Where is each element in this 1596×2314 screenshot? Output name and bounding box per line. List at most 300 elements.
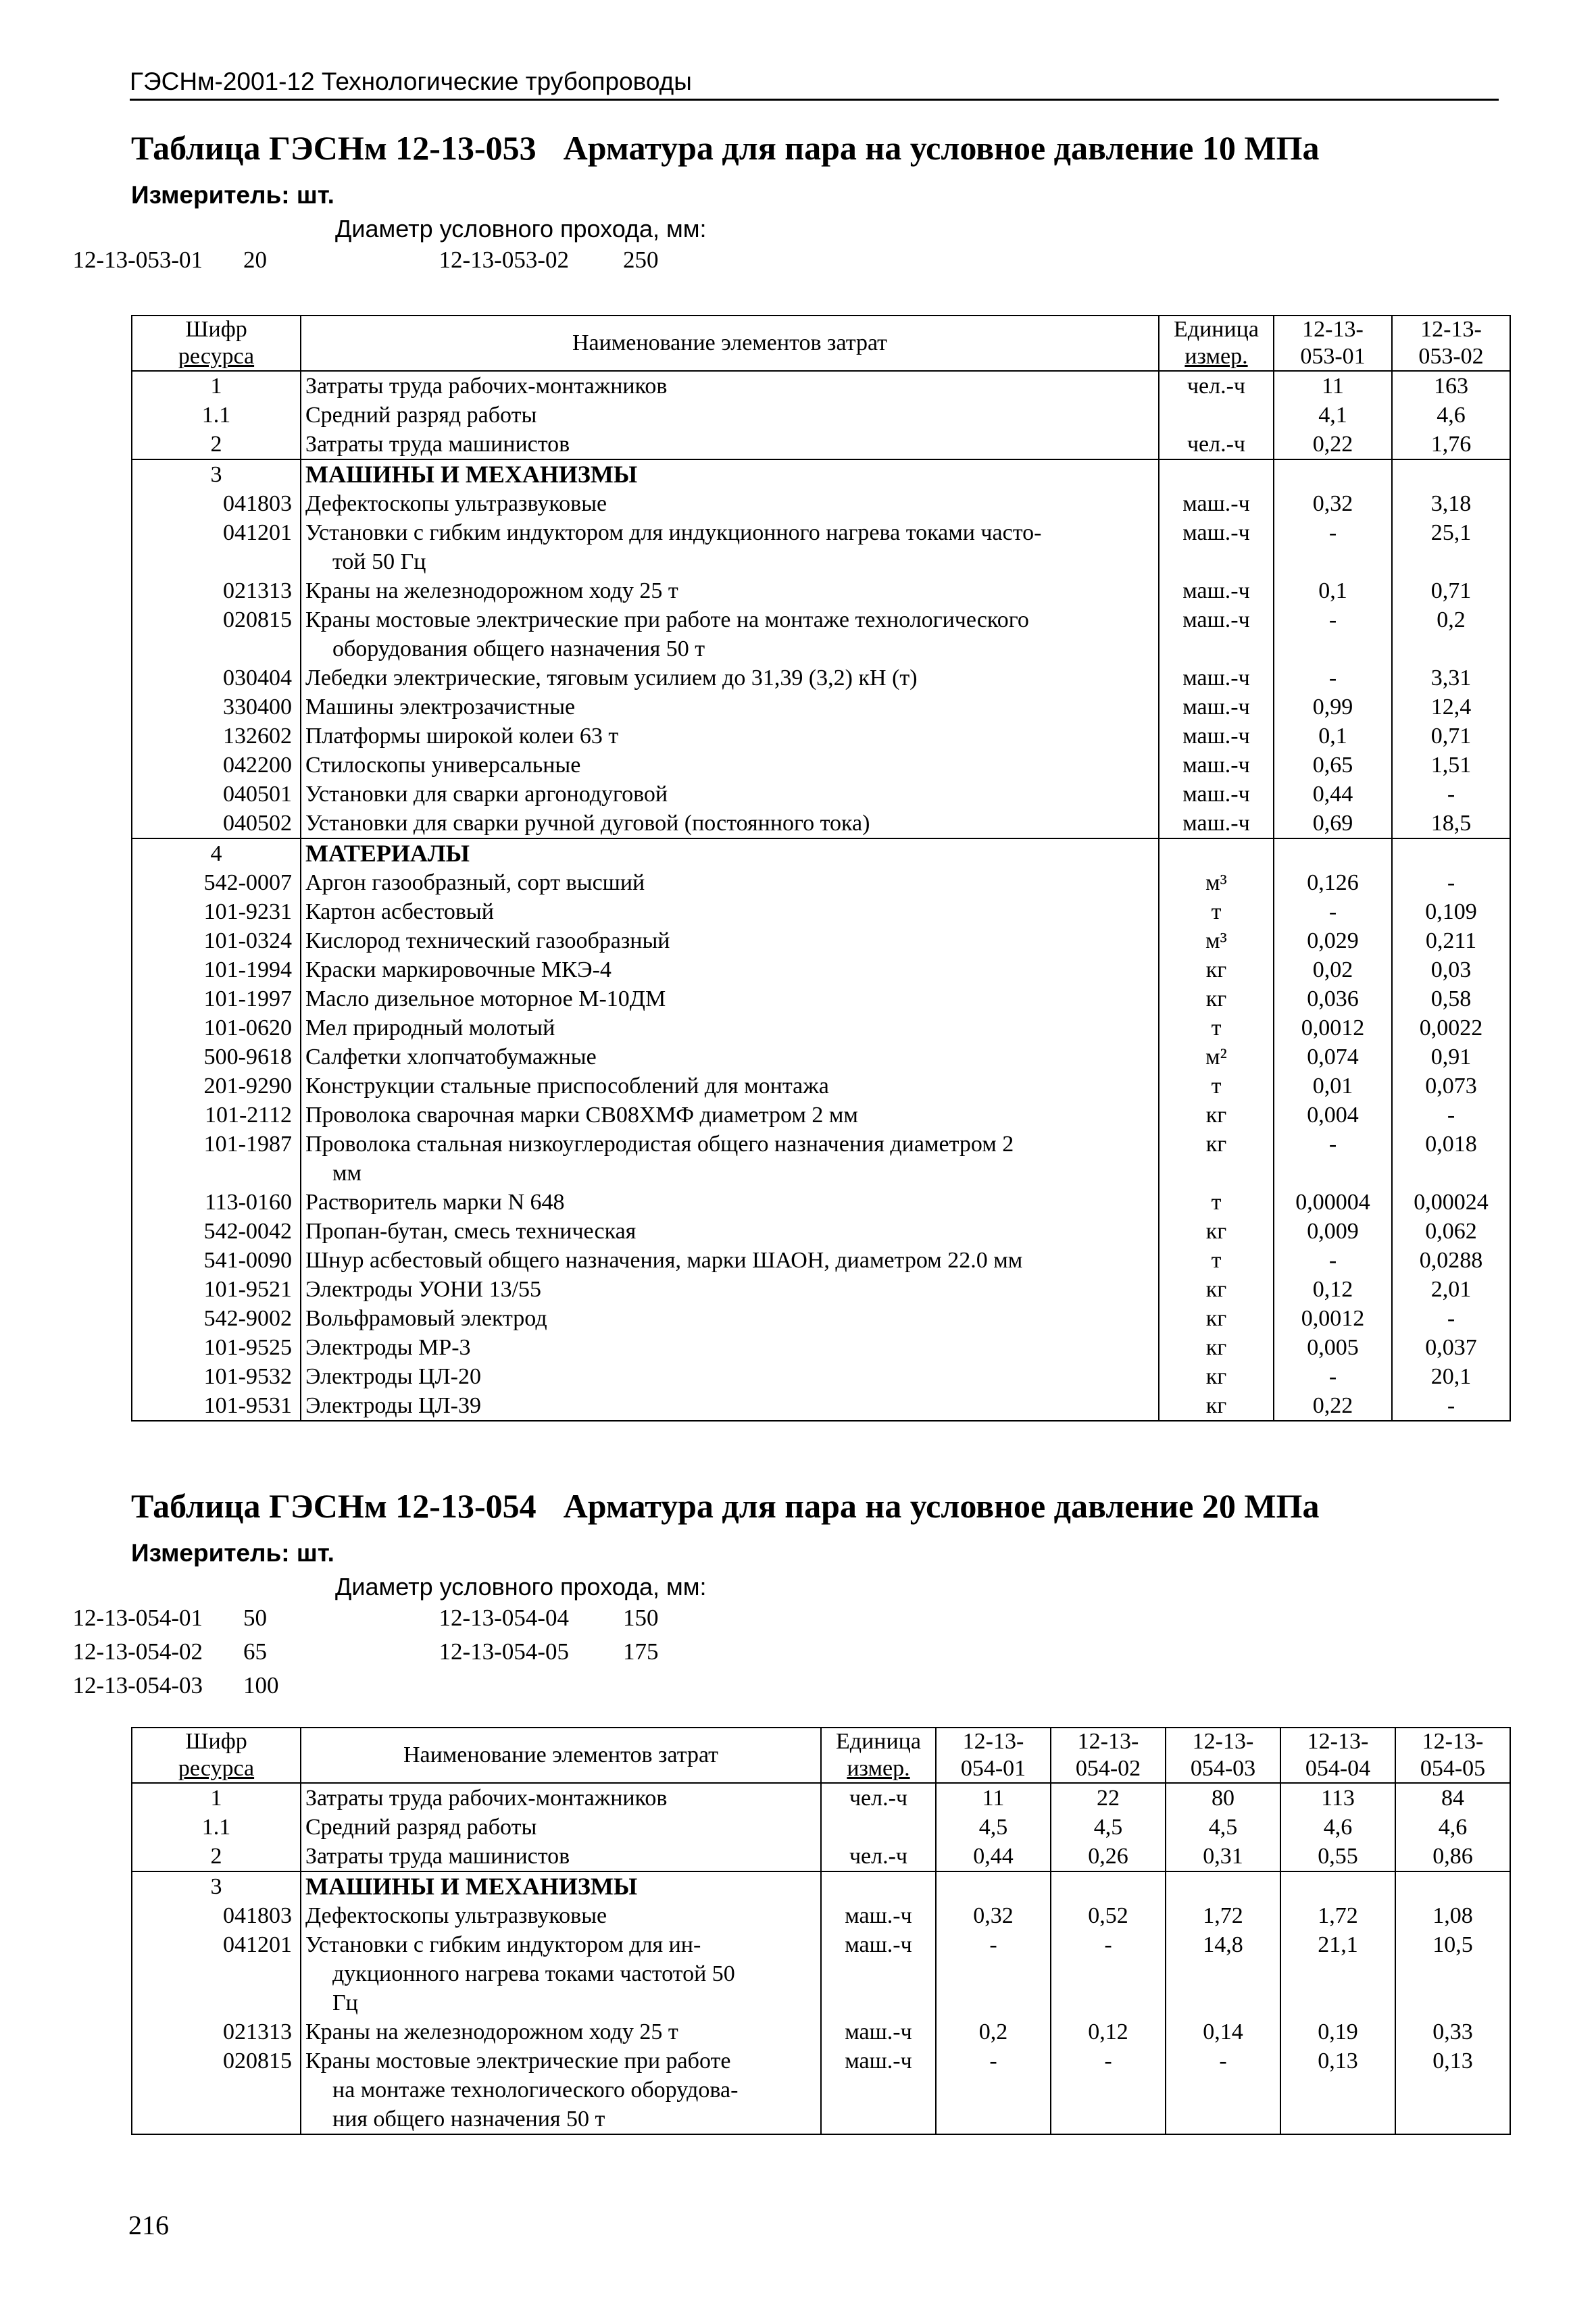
norm-value: 0,44 [936, 1842, 1051, 1871]
header-col-line: 12-13- [1422, 1729, 1484, 1754]
norm-value: 80 [1166, 1783, 1280, 1813]
norm-value: 10,5 [1395, 1930, 1510, 2017]
unit: маш.-ч [1159, 576, 1274, 605]
table-row [132, 1072, 1510, 1101]
norm-value [1395, 1871, 1510, 1901]
table-row [132, 605, 1510, 663]
norm-value [1274, 838, 1392, 868]
cost-element-name-line: Затраты труда рабочих-монтажников [305, 374, 668, 399]
header-col [1051, 1728, 1166, 1783]
header-col-line: 12-13- [1192, 1729, 1254, 1754]
table2-measure: Измеритель: шт. [131, 1539, 334, 1567]
cost-element-name-line: Затраты труда машинистов [305, 1844, 570, 1869]
cost-element-name [301, 751, 1159, 780]
norm-value: 0,0012 [1274, 1304, 1392, 1333]
code-row [0, 243, 659, 277]
norm-value: 113 [1280, 1783, 1395, 1813]
header-code-line: ресурса [178, 344, 255, 369]
header-col-line: 053-02 [1418, 344, 1484, 369]
table2 [131, 1727, 1511, 2135]
cost-element-name [301, 1783, 821, 1813]
norm-value: - [1274, 663, 1392, 693]
cost-element-name [301, 1813, 821, 1842]
table-row [132, 868, 1510, 897]
norm-value: - [1392, 1391, 1510, 1421]
norm-value: 0,0288 [1392, 1246, 1510, 1275]
table-row [132, 838, 1510, 868]
cost-element-name-line: Дефектоскопы ультразвуковые [305, 1903, 607, 1928]
norm-value: - [1051, 2046, 1166, 2134]
unit: кг [1159, 1275, 1274, 1304]
norm-value: 22 [1051, 1783, 1166, 1813]
norm-value: 0,32 [1274, 489, 1392, 518]
cost-element-name-line: Электроды МР-3 [305, 1335, 471, 1360]
cost-element-name [301, 780, 1159, 809]
cost-element-name-line: Пропан-бутан, смесь техническая [305, 1219, 637, 1244]
unit: т [1159, 1188, 1274, 1217]
resource-code: 101-1987 [132, 1130, 301, 1188]
norm-value: 3,31 [1392, 663, 1510, 693]
cost-element-name-line: Шнур асбестовый общего назначения, марки ШАОН, диаметром 22.0 мм [305, 1248, 1023, 1273]
variant-diameter: 150 [623, 1605, 659, 1631]
norm-value: 4,5 [1166, 1813, 1280, 1842]
resource-code: 132602 [132, 722, 301, 751]
table2-title-text: Арматура для пара на условное давление 20 МПа [563, 1487, 1320, 1525]
cost-element-name-line: Электроды ЦЛ-39 [305, 1393, 481, 1418]
cost-element-name-line: Салфетки хлопчатобумажные [305, 1045, 597, 1070]
resource-code: 3 [132, 1871, 301, 1901]
norm-value [936, 1871, 1051, 1901]
header-row [132, 316, 1510, 371]
resource-code: 101-9525 [132, 1333, 301, 1362]
resource-code: 542-0042 [132, 1217, 301, 1246]
page-number: 216 [128, 2210, 169, 2240]
unit [821, 1813, 936, 1842]
norm-value: 0,86 [1395, 1842, 1510, 1871]
header-col [1395, 1728, 1510, 1783]
cost-element-name-line: дукционного нагрева токами частотой 50 [332, 1961, 735, 1986]
header-col [1166, 1728, 1280, 1783]
cost-element-name [301, 518, 1159, 576]
cost-element-name [301, 1842, 821, 1871]
cost-element-name [301, 722, 1159, 751]
unit: маш.-ч [1159, 605, 1274, 663]
table-row [132, 1362, 1510, 1391]
unit: м³ [1159, 868, 1274, 897]
table-row [132, 984, 1510, 1013]
variant-diameter: 50 [243, 1605, 267, 1631]
table1-title-code: Таблица ГЭСНм 12-13-053 [131, 129, 537, 167]
unit [1159, 459, 1274, 489]
norm-value [1166, 1871, 1280, 1901]
cost-element-name-line: Средний разряд работы [305, 403, 537, 428]
table-row [132, 663, 1510, 693]
norm-value: 4,1 [1274, 401, 1392, 430]
variant-code: 12-13-054-04 [439, 1605, 569, 1631]
cost-element-name-line: Установки для сварки ручной дуговой (постоянного тока) [305, 811, 870, 836]
norm-value: 12,4 [1392, 693, 1510, 722]
norm-value: 0,33 [1395, 2017, 1510, 2046]
unit: маш.-ч [821, 2017, 936, 2046]
resource-code: 101-0620 [132, 1013, 301, 1042]
norm-value: 0,13 [1395, 2046, 1510, 2134]
unit: маш.-ч [1159, 663, 1274, 693]
unit: маш.-ч [1159, 489, 1274, 518]
cost-element-name [301, 430, 1159, 459]
table-row [132, 1101, 1510, 1130]
code-row [0, 1635, 659, 1669]
table-row [132, 1901, 1510, 1930]
norm-value: - [1166, 2046, 1280, 2134]
header-unit-line: измер. [847, 1756, 910, 1781]
unit: чел.-ч [1159, 371, 1274, 401]
table-row [132, 1042, 1510, 1072]
unit [1159, 838, 1274, 868]
unit: маш.-ч [1159, 693, 1274, 722]
cost-element-name [301, 1901, 821, 1930]
resource-code: 101-9532 [132, 1362, 301, 1391]
resource-code: 2 [132, 1842, 301, 1871]
norm-value: 0,00004 [1274, 1188, 1392, 1217]
code-row [0, 1601, 659, 1635]
table-row [132, 1304, 1510, 1333]
unit: маш.-ч [1159, 518, 1274, 576]
variant-code: 12-13-054-05 [439, 1638, 569, 1665]
norm-value: 14,8 [1166, 1930, 1280, 2017]
unit: кг [1159, 1362, 1274, 1391]
cost-element-name-line: Установки для сварки аргонодуговой [305, 782, 668, 807]
header-code-line: Шифр [185, 1729, 247, 1754]
cost-element-name-line: Лебедки электрические, тяговым усилием до 31,39 (3,2) кН (т) [305, 665, 918, 690]
header-col-line: 054-03 [1190, 1756, 1256, 1781]
cost-element-name-line: Краны на железнодорожном ходу 25 т [305, 2019, 678, 2044]
unit [821, 1871, 936, 1901]
unit: маш.-ч [1159, 780, 1274, 809]
cost-element-name [301, 1130, 1159, 1188]
norm-value: 1,08 [1395, 1901, 1510, 1930]
cost-element-name [301, 1072, 1159, 1101]
cost-element-name [301, 926, 1159, 955]
resource-code: 020815 [132, 2046, 301, 2134]
header-col-line: 12-13- [1307, 1729, 1369, 1754]
cost-element-name [301, 838, 1159, 868]
norm-value: - [1392, 780, 1510, 809]
norm-value: 21,1 [1280, 1930, 1395, 2017]
cost-element-name [301, 1042, 1159, 1072]
cost-element-name-line: МАШИНЫ И МЕХАНИЗМЫ [305, 461, 638, 488]
norm-value [1274, 459, 1392, 489]
norm-value: 2,01 [1392, 1275, 1510, 1304]
table-row [132, 1013, 1510, 1042]
cost-element-name-line: Краны мостовые электрические при работе на монтаже технологического [305, 607, 1029, 632]
cost-element-name-line: Аргон газообразный, сорт высший [305, 870, 645, 895]
header-col [1274, 316, 1392, 371]
norm-value: - [936, 1930, 1051, 2017]
cost-element-name [301, 1362, 1159, 1391]
cost-element-name [301, 1930, 821, 2017]
cost-element-name [301, 1304, 1159, 1333]
norm-value: 0,22 [1274, 1391, 1392, 1421]
cost-element-name [301, 401, 1159, 430]
cost-element-name-line: Машины электрозачистные [305, 695, 576, 720]
norm-value: - [1274, 518, 1392, 576]
norm-value: 0,44 [1274, 780, 1392, 809]
norm-value: 0,91 [1392, 1042, 1510, 1072]
cost-element-name-line: Дефектоскопы ультразвуковые [305, 491, 607, 516]
resource-code: 021313 [132, 2017, 301, 2046]
header-unit [821, 1728, 936, 1783]
unit: маш.-ч [821, 2046, 936, 2134]
variant-code: 12-13-054-03 [72, 1672, 203, 1699]
unit: чел.-ч [821, 1783, 936, 1813]
norm-value: 0,02 [1274, 955, 1392, 984]
header-code-line: Шифр [185, 317, 247, 342]
norm-value: 0,037 [1392, 1333, 1510, 1362]
unit: т [1159, 897, 1274, 926]
cost-element-name-line: Средний разряд работы [305, 1815, 537, 1840]
norm-value: 0,2 [936, 2017, 1051, 2046]
norm-value: 0,26 [1051, 1842, 1166, 1871]
variant-code: 12-13-054-02 [72, 1638, 203, 1665]
norm-value: 0,1 [1274, 722, 1392, 751]
table2-diameter-caption: Диаметр условного прохода, мм: [335, 1573, 707, 1601]
cost-element-name-line: Затраты труда рабочих-монтажников [305, 1786, 668, 1811]
unit: кг [1159, 1304, 1274, 1333]
norm-value: 1,72 [1166, 1901, 1280, 1930]
cost-element-name [301, 809, 1159, 838]
unit: кг [1159, 1217, 1274, 1246]
norm-value: - [1051, 1930, 1166, 2017]
cost-element-name [301, 459, 1159, 489]
resource-code: 101-0324 [132, 926, 301, 955]
resource-code: 201-9290 [132, 1072, 301, 1101]
norm-value: - [1274, 1362, 1392, 1391]
table1-diameter-caption: Диаметр условного прохода, мм: [335, 215, 707, 243]
norm-value: 0,31 [1166, 1842, 1280, 1871]
norm-value: - [1274, 897, 1392, 926]
cost-element-name [301, 663, 1159, 693]
cost-element-name-line: оборудования общего назначения 50 т [332, 636, 705, 661]
cost-element-name [301, 1246, 1159, 1275]
norm-value: 0,126 [1274, 868, 1392, 897]
cost-element-name [301, 1013, 1159, 1042]
code-row [0, 1669, 659, 1703]
norm-value: 0,009 [1274, 1217, 1392, 1246]
table1-measure: Измеритель: шт. [131, 181, 334, 209]
norm-value [1051, 1871, 1166, 1901]
cost-element-name-line: Мел природный молотый [305, 1015, 555, 1040]
resource-code: 541-0090 [132, 1246, 301, 1275]
norm-value: 0,005 [1274, 1333, 1392, 1362]
norm-value: 0,58 [1392, 984, 1510, 1013]
norm-value: 0,99 [1274, 693, 1392, 722]
resource-code: 542-0007 [132, 868, 301, 897]
variant-code: 12-13-053-01 [72, 247, 203, 273]
resource-code: 330400 [132, 693, 301, 722]
norm-value: 84 [1395, 1783, 1510, 1813]
cost-element-name-line: мм [332, 1161, 362, 1186]
norm-value: 4,6 [1280, 1813, 1395, 1842]
table-row [132, 1930, 1510, 2017]
table1-title-text: Арматура для пара на условное давление 10 МПа [563, 129, 1320, 167]
resource-code: 041803 [132, 489, 301, 518]
cost-element-name [301, 868, 1159, 897]
table1-code-list [0, 243, 659, 277]
resource-code: 040501 [132, 780, 301, 809]
resource-code: 1 [132, 371, 301, 401]
norm-value: 0,71 [1392, 576, 1510, 605]
table2-title-code: Таблица ГЭСНм 12-13-054 [131, 1487, 537, 1525]
cost-element-name-line: МАШИНЫ И МЕХАНИЗМЫ [305, 1873, 638, 1900]
table-row [132, 1391, 1510, 1421]
unit: чел.-ч [1159, 430, 1274, 459]
resource-code: 020815 [132, 605, 301, 663]
norm-value: 0,211 [1392, 926, 1510, 955]
norm-value: 4,6 [1392, 401, 1510, 430]
norm-value: 0,0012 [1274, 1013, 1392, 1042]
norm-value: 4,5 [1051, 1813, 1166, 1842]
norm-value: 0,109 [1392, 897, 1510, 926]
resource-code: 113-0160 [132, 1188, 301, 1217]
table-row [132, 2046, 1510, 2134]
cost-element-name [301, 1275, 1159, 1304]
norm-value: 0,074 [1274, 1042, 1392, 1072]
norm-value: 0,14 [1166, 2017, 1280, 2046]
cost-element-name [301, 897, 1159, 926]
unit: т [1159, 1072, 1274, 1101]
header-col [1280, 1728, 1395, 1783]
resource-code: 4 [132, 838, 301, 868]
cost-element-name-line: Растворитель марки N 648 [305, 1190, 565, 1215]
resource-code: 542-9002 [132, 1304, 301, 1333]
norm-value: 3,18 [1392, 489, 1510, 518]
table-row [132, 780, 1510, 809]
header-col-line: 12-13- [1302, 317, 1364, 342]
table-row [132, 926, 1510, 955]
cost-element-name [301, 1188, 1159, 1217]
resource-code: 030404 [132, 663, 301, 693]
cost-element-name [301, 1333, 1159, 1362]
cost-element-name-line: Проволока сварочная марки СВ08ХМФ диаметром 2 мм [305, 1103, 858, 1128]
unit: маш.-ч [1159, 722, 1274, 751]
norm-value: - [1274, 1246, 1392, 1275]
norm-value: 0,65 [1274, 751, 1392, 780]
norm-value: 0,55 [1280, 1842, 1395, 1871]
cost-element-name [301, 1871, 821, 1901]
unit: кг [1159, 955, 1274, 984]
norm-value: 25,1 [1392, 518, 1510, 576]
unit: маш.-ч [1159, 751, 1274, 780]
cost-element-name-line: той 50 Гц [332, 549, 426, 574]
norm-value: - [1274, 1130, 1392, 1188]
resource-code: 041201 [132, 518, 301, 576]
unit: кг [1159, 1101, 1274, 1130]
cost-element-name-line: Платформы широкой колеи 63 т [305, 724, 619, 749]
unit: кг [1159, 984, 1274, 1013]
unit: м² [1159, 1042, 1274, 1072]
table-row [132, 489, 1510, 518]
table-row [132, 1333, 1510, 1362]
unit: м³ [1159, 926, 1274, 955]
norm-value [1392, 459, 1510, 489]
header-name: Наименование элементов затрат [301, 316, 1159, 371]
table-row [132, 1188, 1510, 1217]
cost-element-name [301, 605, 1159, 663]
norm-value: 0,32 [936, 1901, 1051, 1930]
header-unit [1159, 316, 1274, 371]
header-col-line: 12-13- [1420, 317, 1482, 342]
cost-element-name [301, 576, 1159, 605]
norm-value: 0,01 [1274, 1072, 1392, 1101]
header-col [1392, 316, 1510, 371]
table-row [132, 897, 1510, 926]
cost-element-name-line: Конструкции стальные приспособлений для монтажа [305, 1074, 829, 1099]
norm-value: 0,018 [1392, 1130, 1510, 1188]
norm-value: - [1392, 868, 1510, 897]
norm-value: 0,52 [1051, 1901, 1166, 1930]
header-row [132, 1728, 1510, 1783]
header-col-line: 054-02 [1075, 1756, 1141, 1781]
norm-value: - [1392, 1304, 1510, 1333]
norm-value: 163 [1392, 371, 1510, 401]
table-row [132, 518, 1510, 576]
unit: кг [1159, 1333, 1274, 1362]
cost-element-name-line: Вольфрамовый электрод [305, 1306, 547, 1331]
cost-element-name [301, 1391, 1159, 1421]
resource-code: 101-9521 [132, 1275, 301, 1304]
header-col-line: 12-13- [1077, 1729, 1139, 1754]
table-row [132, 722, 1510, 751]
norm-value: 0,12 [1274, 1275, 1392, 1304]
cost-element-name-line: Гц [332, 1990, 358, 2015]
resource-code: 041803 [132, 1901, 301, 1930]
resource-code: 041201 [132, 1930, 301, 2017]
norm-value: 0,073 [1392, 1072, 1510, 1101]
variant-diameter: 250 [623, 247, 659, 273]
resource-code: 101-2112 [132, 1101, 301, 1130]
norm-value: 0,004 [1274, 1101, 1392, 1130]
resource-code: 3 [132, 459, 301, 489]
norm-value: 0,13 [1280, 2046, 1395, 2134]
unit: маш.-ч [1159, 809, 1274, 838]
cost-element-name-line: на монтаже технологического оборудова- [332, 2078, 739, 2103]
resource-code: 1 [132, 1783, 301, 1813]
resource-code: 101-1997 [132, 984, 301, 1013]
header-code-line: ресурса [178, 1756, 255, 1781]
table-row [132, 459, 1510, 489]
cost-element-name-line: Электроды УОНИ 13/55 [305, 1277, 542, 1302]
cost-element-name-line: Стилоскопы универсальные [305, 753, 581, 778]
variant-diameter: 175 [623, 1638, 659, 1665]
table-row [132, 576, 1510, 605]
table-row [132, 955, 1510, 984]
norm-value: 0,71 [1392, 722, 1510, 751]
resource-code: 101-9231 [132, 897, 301, 926]
resource-code: 500-9618 [132, 1042, 301, 1072]
header-col-line: 054-04 [1305, 1756, 1371, 1781]
running-header: ГЭСНм-2001-12 Технологические трубопроводы [130, 68, 1499, 101]
resource-code: 2 [132, 430, 301, 459]
table-row [132, 430, 1510, 459]
norm-value: 11 [936, 1783, 1051, 1813]
cost-element-name [301, 1217, 1159, 1246]
header-col [936, 1728, 1051, 1783]
table-row [132, 2017, 1510, 2046]
table-row [132, 1246, 1510, 1275]
cost-element-name-line: Проволока стальная низкоуглеродистая общего назначения диаметром 2 [305, 1132, 1014, 1157]
header-col-line: 053-01 [1300, 344, 1366, 369]
header-col-line: 054-05 [1420, 1756, 1486, 1781]
